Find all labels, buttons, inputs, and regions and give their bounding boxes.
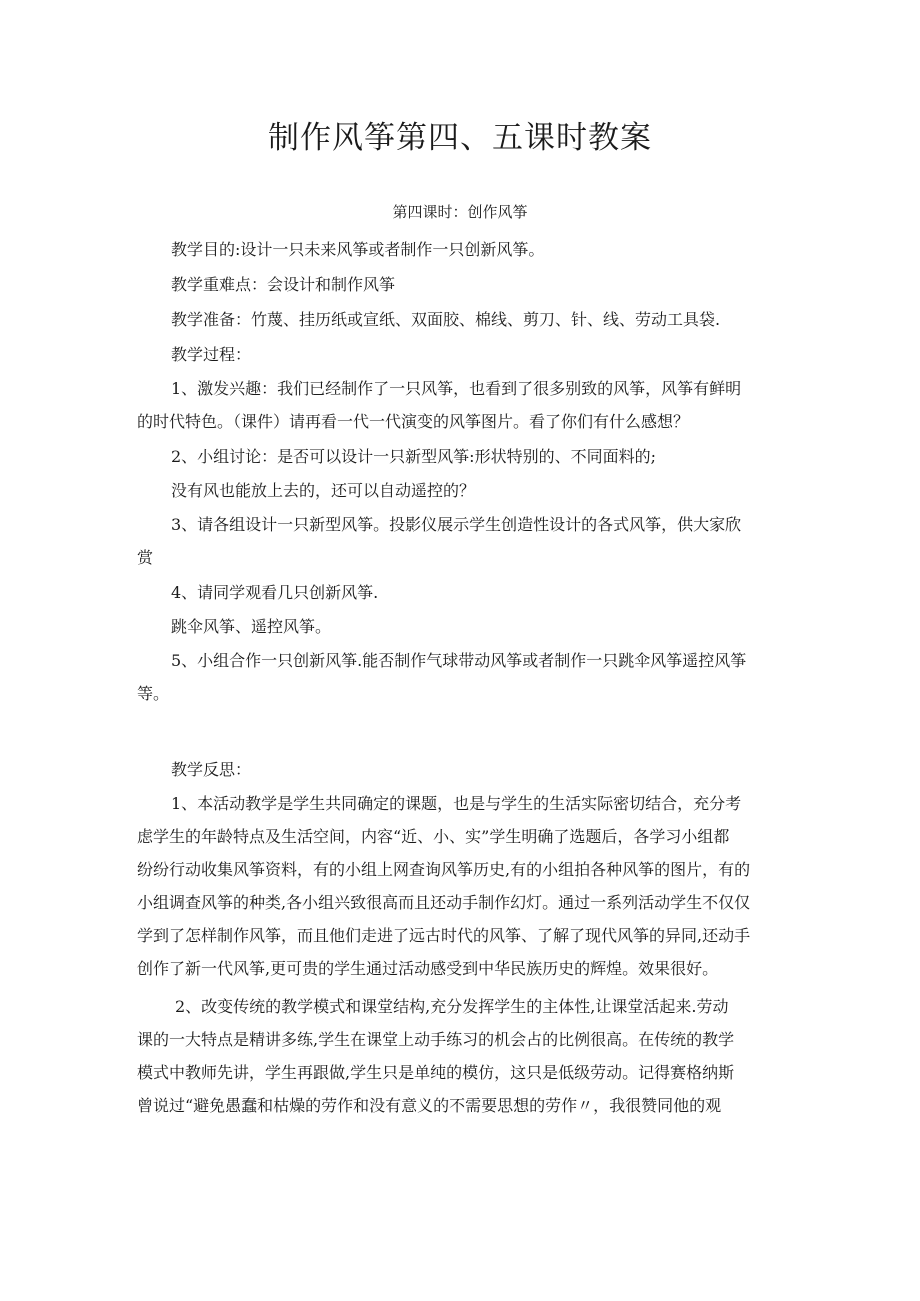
text-line: 等。 [137, 684, 170, 703]
text-line: 1、本活动教学是学生共同确定的课题，也是与学生的生活实际密切结合，充分考 [171, 794, 742, 813]
text-line: 5、小组合作一只创新风筝.能否制作气球带动风筝或者制作一只跳伞风筝遥控风筝 [171, 651, 747, 670]
process-step-4 [137, 576, 787, 609]
text-line: 赏 [137, 548, 154, 567]
text-line: 纷纷行动收集风筝资料，有的小组上网查询风筝历史,有的小组拍各种风筝的图片，有的 [137, 860, 751, 879]
text-line: 创作了新一代风筝,更可贵的学生通过活动感受到中华民族历史的辉煌。效果很好。 [137, 959, 719, 978]
teaching-keypoints: 教学重难点：会设计和制作风筝 [171, 275, 396, 294]
text-line: 虑学生的年龄特点及生活空间，内容“近、小、实”学生明确了选题后，各学习小组都 [137, 827, 730, 846]
teaching-materials: 教学准备：竹蔑、挂历纸或宣纸、双面胶、棉线、剪刀、针、线、劳动工具袋. [171, 310, 721, 329]
text-line: 2、小组讨论：是否可以设计一只新型风筝:形状特别的、不同面料的; [171, 447, 656, 466]
reflection-paragraph-1 [137, 787, 787, 985]
document-title: 制作风筝第四、五课时教案 [268, 120, 652, 156]
text-line: 曾说过“避免愚蠢和枯燥的劳作和没有意义的不需要思想的劳作〃，我很赞同他的观 [137, 1096, 722, 1115]
text-line: 课的一大特点是精讲多练,学生在课堂上动手练习的机会占的比例很高。在传统的教学 [137, 1030, 735, 1049]
text-line: 2、改变传统的教学模式和课堂结构,充分发挥学生的主体性,让课堂活起来.劳动 [175, 997, 729, 1016]
process-step-4-cont [137, 610, 787, 643]
text-line: 没有风也能放上去的，还可以自动遥控的？ [171, 481, 476, 500]
teaching-objective: 教学目的:设计一只未来风筝或者制作一只创新风筝。 [171, 240, 545, 259]
text-line: 学到了怎样制作风筝，而且他们走进了远古时代的风筝、了解了现代风筝的异同,还动手 [137, 926, 751, 945]
process-step-3 [137, 508, 787, 574]
process-step-2-cont [137, 474, 787, 507]
process-step-5 [137, 644, 787, 710]
text-line: 模式中教师先讲，学生再跟做,学生只是单纯的模仿，这只是低级劳动。记得赛格纳斯 [137, 1063, 735, 1082]
reflection-label: 教学反思： [171, 760, 252, 779]
lesson4-heading: 第四课时：创作风筝 [392, 203, 528, 221]
text-line: 4、请同学观看几只创新风筝. [171, 583, 379, 602]
text-line: 1、激发兴趣：我们已经制作了一只风筝，也看到了很多别致的风筝，风筝有鲜明 [171, 379, 742, 398]
teaching-process-label: 教学过程： [171, 345, 252, 364]
process-step-2 [137, 440, 787, 473]
reflection-paragraph-2 [137, 990, 787, 1122]
text-line: 3、请各组设计一只新型风筝。投影仪展示学生创造性设计的各式风筝，供大家欣 [171, 515, 742, 534]
process-step-1 [137, 372, 787, 438]
text-line: 跳伞风筝、遥控风筝。 [171, 617, 332, 636]
text-line: 小组调查风筝的种类,各小组兴致很高而且还动手制作幻灯。通过一系列活动学生不仅仅 [137, 893, 751, 912]
text-line: 的时代特色。（课件）请再看一代一代演变的风筝图片。看了你们有什么感想？ [137, 412, 690, 431]
